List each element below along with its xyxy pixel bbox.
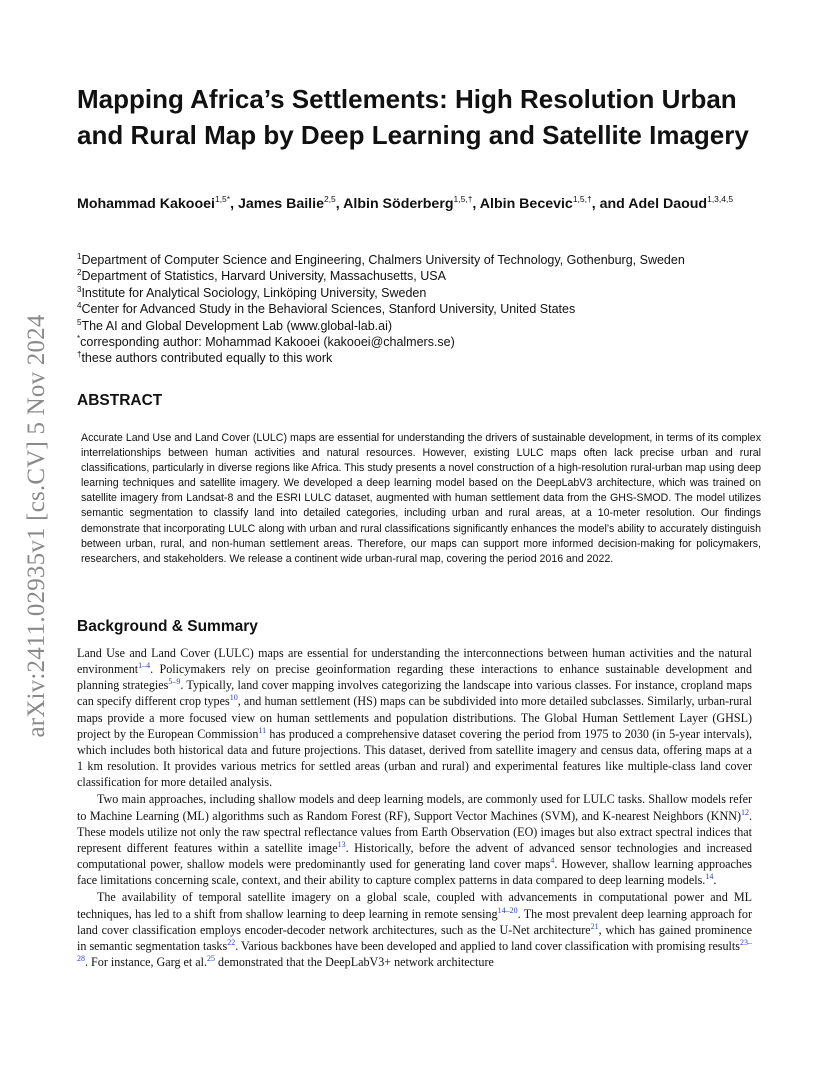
paragraph-text: . Policymakers rely on precise geoinformation regarding these interactions to enhance sustainable development and planning strategies [77,662,752,693]
citation-link[interactable]: 1–4 [138,661,151,671]
citation-link[interactable]: 10 [229,693,238,703]
paragraph-text: , which has gained prominence in semantic segmentation tasks [77,922,752,953]
citation-link[interactable]: 11 [258,725,267,735]
citation-link[interactable]: 4 [550,856,555,866]
citation-link[interactable]: 21 [590,921,599,931]
body-paragraph [77,889,752,970]
affiliation-item [77,268,767,284]
author-name: James Bailie [237,196,324,212]
arxiv-identifier-stamp [20,286,54,766]
paragraph-text: The availability of temporal satellite imagery on a global scale, coupled with advancements in computational power and ML techniques, has led to a shift from shallow learning to deep learning in remote sensing [77,890,752,921]
author-separator: , and [591,196,629,212]
paragraph-text: . However, shallow learning approaches face limitations concerning scale, context, and their ability to capture complex patterns in data compared to deep learning models. [77,857,752,888]
affiliation-text: Department of Statistics, Harvard University, Massachusetts, USA [81,269,446,284]
affiliation-mark: 5 [77,317,82,327]
paragraph-text: . The most prevalent deep learning approach for land cover classification employs encoder-decoder network architectures, such as the U-Net architecture [77,906,753,937]
paragraph-text: . For instance, Garg et al. [85,954,208,969]
affiliation-text: Department of Computer Science and Engineering, Chalmers University of Technology, Gothenburg, Sweden [81,253,685,267]
paragraph-text: Land Use and Land Cover (LULC) maps are essential for understanding the interconnections between human activities and the natural environment [77,646,752,677]
paragraph-text: . These models utilize not only the raw spectral reflectance values from Earth Observation (EO) images but also extract spectral indices that represent different features within a satellite image [77,808,752,855]
citation-link[interactable]: 12 [740,807,749,817]
affiliation-text: these authors contributed equally to this work [81,351,333,366]
affiliation-mark: * [77,334,81,344]
abstract-text: Accurate Land Use and Land Cover (LULC) maps are essential for understanding the drivers of sustainable development, in terms of its complex interrelationships between human activities and natural resources. However, existing LULC maps often lack precise urban and rural classifications, particularly in diverse regions like Africa. This study presents a novel construction of a high-resolution rural-urban map using deep learning techniques and satellite imagery. We developed a deep learning model based on the DeepLabV3 architecture, which was trained on satellite imagery from Landsat-8 and the ESRI LULC dataset, augmented with human settlement data from the GHS-SMOD. The model utilizes semantic segmentation to classify land into detailed categories, including urban and rural areas, at a 10-meter resolution. Our findings demonstrate that incorporating LULC along with urban and rural classifications significantly enhances the model’s ability to accurately distinguish between urban, rural, and non-human settlement areas. Therefore, our maps can support more informed decision-making for policymakers, researchers, and stakeholders. We release a continent wide urban-rural map, covering the period 2016 and 2022. [81,432,761,565]
paper-title: Mapping Africa’s Settlements: High Resolution Urban and Rural Map by Deep Learning and Satellite Imagery [77,84,749,150]
paragraph-text: , and human settlement (HS) maps can be subdivided into more detailed subclasses. Similarly, urban-rural maps provide a more focused view on human settlements and population distributions. The Global Human Settlement Layer (GHSL) project by the European Commission [77,694,752,741]
paragraph-text: . Various backbones have been developed and applied to land cover classification with promising results [235,938,740,953]
citation-link[interactable]: 22 [227,937,236,947]
paragraph-text: . Historically, before the advent of advanced sensor technologies and increased computational power, shallow models were predominantly used for generating land cover maps [77,840,753,872]
author-affiliation-marks: 1,5,† [453,194,473,204]
body-text [77,645,752,971]
citation-link[interactable]: 23–28 [77,937,752,963]
author-name: Adel Daoud [628,196,708,212]
author-separator: , [230,196,238,212]
affiliation-mark: 2 [77,268,82,278]
affiliation-text: corresponding author: Mohammad Kakooei (kakooei@chalmers.se) [80,335,455,350]
paragraph-text: Two main approaches, including shallow models and deep learning models, are commonly used for LULC tasks. Shallow models refer to Machine Learning (ML) algorithms such as Random Forest (RF), Support Vector Machines (SVM), and K-nearest Neighbors (KNN) [77,792,752,823]
author-affiliation-marks: 1,5* [214,194,231,204]
affiliation-item [77,318,767,334]
paragraph-text: . [713,873,717,888]
affiliation-item [77,285,767,301]
body-paragraph [77,791,752,888]
arxiv-id-text: arXiv:2411.02935v1 [cs.CV] 5 Nov 2024 [23,314,50,738]
affiliation-item [77,334,767,350]
citation-link[interactable]: 14 [705,872,714,882]
author-name: Mohammad Kakooei [77,196,215,212]
affiliation-mark: † [77,350,82,360]
author-affiliation-marks: 2,5 [323,194,336,204]
author-name: Albin Becevic [479,196,573,212]
citation-link[interactable]: 5–9 [168,677,181,687]
affiliation-item [77,252,767,268]
author-affiliation-marks: 1,5,† [572,194,592,204]
author-affiliation-marks: 1,3,4,5 [707,194,734,204]
citation-link[interactable]: 25 [207,953,216,963]
author-list [77,194,767,214]
affiliation-mark: 4 [77,301,82,311]
affiliation-mark: 3 [77,284,82,294]
author-name: Albin Söderberg [343,196,454,212]
citation-link[interactable]: 13 [337,839,346,849]
paragraph-text: demonstrated that the DeepLabV3+ network architecture [215,954,494,969]
affiliation-text: Center for Advanced Study in the Behavioral Sciences, Stanford University, United States [81,302,576,317]
abstract-heading: ABSTRACT [77,392,163,409]
author-separator: , [335,196,344,212]
author-separator: , [472,196,480,212]
affiliation-item [77,350,767,366]
affiliation-item [77,301,767,317]
affiliation-list [77,252,767,367]
affiliation-text: Institute for Analytical Sociology, Linköping University, Sweden [81,285,427,300]
affiliation-mark: 1 [77,252,82,261]
paragraph-text: . Typically, land cover mapping involves categorizing the landscape into various classes. For instance, cropland maps can specify different crop types [77,678,752,709]
citation-link[interactable]: 14–20 [497,905,518,915]
body-paragraph [77,645,752,790]
paragraph-text: has produced a comprehensive dataset covering the period from 1975 to 2030 (in 5-year intervals), which includes both historical data and future projections. This dataset, derived from satellite imagery and census data, offering maps at a 1 km resolution. It provides various metrics for settled areas (urban and rural) and experimental features like multiple-class land cover classification for more detailed analysis. [77,726,753,790]
background-heading: Background & Summary [77,618,258,635]
affiliation-text: The AI and Global Development Lab (www.global-lab.ai) [81,318,393,333]
